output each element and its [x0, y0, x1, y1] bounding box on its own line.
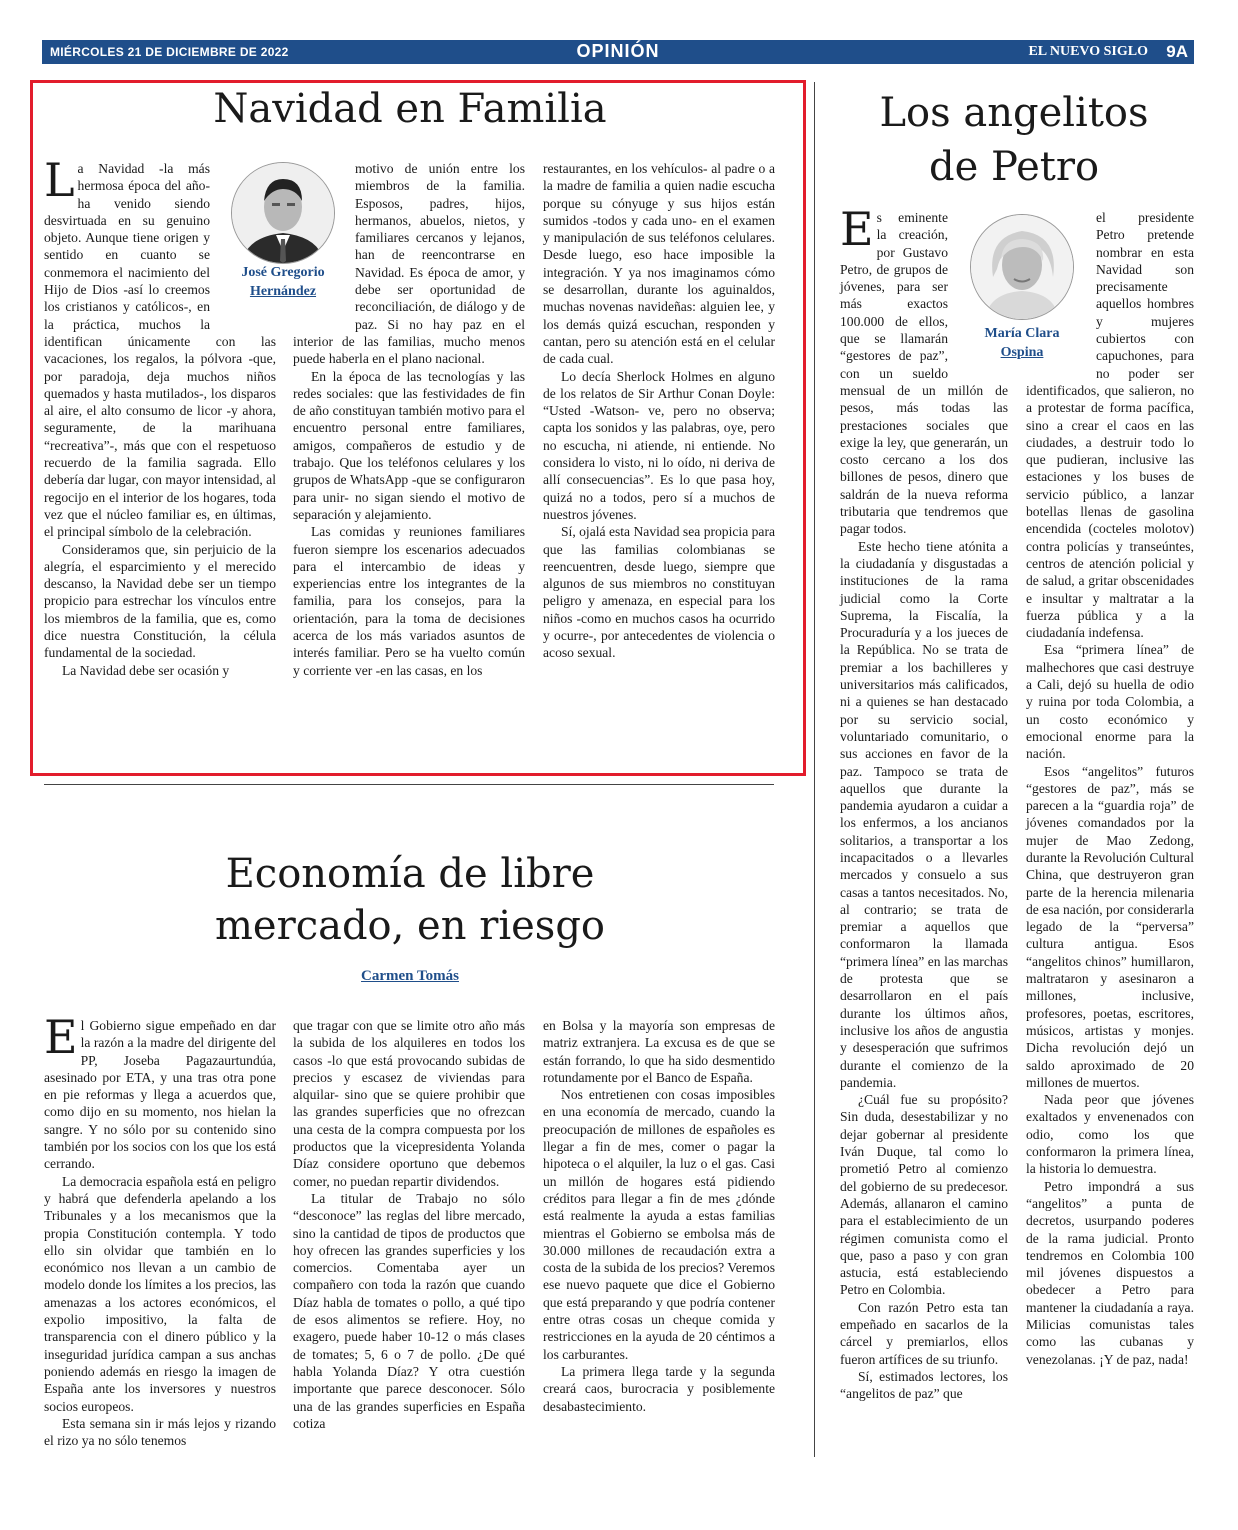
paragraph: Con razón Petro esta tan empeñado en sacarlos de la cárcel y premiarlos, ellos fueron artífices de su triunfo.	[840, 1299, 1008, 1367]
horizontal-divider	[44, 784, 774, 785]
paragraph: l Gobierno sigue empeñado en dar la razón a la madre del dirigente del PP, Joseba Pagazaurtundúa, asesinado por ETA, y una tras otra pone en pie reformas y llega a acuerdos que, como dijo en su momento, nos hielan la sangre. Y no sólo por su contenido sino también por los socios con los que los está cerrando.	[44, 1018, 276, 1172]
article2-column-1	[44, 1010, 276, 1449]
article3-column-2	[1026, 209, 1194, 1368]
paragraph: Esos “angelitos” futuros “gestores de paz”, más se parecen a la “guardia roja” de jóvenes comandados por la mujer de Mao Zedong, durante la Revolución Cultural China, que destruyeron gran parte de la herencia milenaria de esa nación, por considerarla legado de la “perversa” cultura antigua. Esos “angelitos chinos” humillaron, maltrataron y asesinaron a millones, inclusive, profesores, poetas, escritores, músicos, artistas y monjes. Dicha revolución dejó un saldo aproximado de 20 millones de muertos.	[1026, 763, 1194, 1090]
dropcap: E	[840, 202, 874, 256]
article3-title	[834, 86, 1194, 194]
article2-title	[160, 848, 660, 952]
paragraph: Esa “primera línea” de malhechores que casi destruye a Cali, dejó su huella de odio y ruina por toda Colombia, a un costo económico y emocional enorme para la nación.	[1026, 642, 1194, 762]
article2-title-line2: mercado, en riesgo	[214, 903, 606, 949]
article3-title-line1: Los angelitos	[879, 90, 1149, 136]
paragraph: Petro impondrá a sus “angelitos” a punta de decretos, usurpando poderes de la rama judicial. Pronto tendremos en Colombia 100 mil jóvenes dispuestos a obedecer a Petro para mantener la ciudadanía a raya. Milicias comunistas tales como las cubanas y venezolanas. ¡Y de paz, nada!	[1026, 1178, 1194, 1367]
author1-first-name: José Gregorio	[241, 265, 325, 280]
paragraph: que tragar con que se limite otro año más la subida de los alquileres en todos los casos -lo que está provocando subidas de precios y escasez de viviendas para alquilar- sino que se quiere prohibir que las grandes superficies que no ofrezcan una cesta de la compra compuesta por los productos que la vicepresidenta Yolanda Díaz considere oportuno que debemos comer, no puedan repartir dividendos.	[293, 1018, 525, 1189]
paragraph: en Bolsa y la mayoría son empresas de matriz extranjera. La excusa es de que se están forrando, lo que ha sido desmentido rotundamente por el Banco de España.	[543, 1018, 775, 1085]
article1-column-1	[44, 153, 276, 679]
section-title: OPINIÓN	[576, 41, 660, 61]
vertical-divider	[814, 82, 815, 1457]
photo-gutter	[293, 160, 355, 332]
paragraph: ¿Cuál fue su propósito? Sin duda, desestabilizar y no dejar gobernar al presidente Iván Duque, tal como lo prometió Petro al comienzo del gobierno de su predecesor. Además, allanaron el camino para el establecimiento de un régimen comunista como el que, paso a paso y con gran astucia, está estableciendo Petro en Colombia.	[840, 1092, 1008, 1298]
paragraph: La Navidad debe ser ocasión y	[62, 662, 230, 678]
newspaper-brand: EL NUEVO SIGLO	[1028, 44, 1148, 59]
paragraph: Lo decía Sherlock Holmes en alguno de los relatos de Sir Arthur Conan Doyle: “Usted -Watson- ve, pero no observa; capta los sonidos y las palabras, oye, pero no escucha, ni atiende, ni entiende. No considera lo visto, ni lo oído, ni deriva de allí consecuencias”. Es lo que pasa hoy, quizá no a todos, pero sí a muchos de nuestros jóvenes.	[543, 368, 775, 522]
header-bar	[42, 40, 1194, 64]
author3-last-name: Ospina	[1000, 345, 1044, 360]
paragraph: Este hecho tiene atónita a la ciudadanía y disgustadas a instituciones de la rama judicial como la Corte Suprema, la Fiscalía, la Procuraduría y a los jueces de la República. No se trata de premiar a los bachilleres y universitarios más calificados, ni a quienes se han destacado por su servicio social, voluntariado comunitario, o sus acciones en favor de la paz. Tampoco se trata de aquellos que durante la pandemia ayudaron a cuidar a los enfermos, a los ancianos solitarios, a transportar a los incapacitados o a llevarles mercados y consuelo a sus casas a tantos necesitados. No, al contrario; se trata de premiar a aquellos que conformaron la llamada “primera línea” en las marchas de protesta que se desarrollaron en el país durante los últimos años, inclusive los años de angustia y desesperación que sufrimos durante el comienzo de la pandemia.	[840, 538, 1008, 1090]
page-number: 9A	[1166, 42, 1188, 61]
paragraph: Esta semana sin ir más lejos y rizando el rizo ya no sólo tenemos	[44, 1415, 276, 1449]
article3-title-line2: de Petro	[928, 144, 1100, 190]
dropcap: L	[44, 153, 75, 207]
paragraph: motivo de unión entre los miembros de la familia. Esposos, padres, hijos, hermanos, abuelos, nietos, y familiares cercanos y lejanos, han de reencontrarse en Navidad. Es época de amor, y debe ser oportunidad de reconciliación, de diálogo y de paz. Si no hay paz en el interior de las familias, mucho menos puede haberla en el plano nacional.	[293, 161, 525, 367]
paragraph: s eminente la creación, por Gustavo Petro, de grupos de jóvenes, para ser más exactos 100.000 de ellos, que se llamarán “gestores de paz”, con un sueldo mensual de un millón de pesos, más todas las prestaciones sociales que exige la ley, que generarán, un costo cercano a los dos billones de pesos, dinero que saldrán de la nueva reforma tributaria que tendremos que pagar todos.	[840, 210, 1008, 537]
paragraph: Las comidas y reuniones familiares fueron siempre los escenarios adecuados para el intercambio de ideas y experiencias entre los integrantes de la familia, para los consejos, para la orientación, para la toma de decisiones acerca de los más variados asuntos de interés familiar. Pero se ha vuelto común y corriente ver -en las casas, en los	[293, 524, 525, 678]
article3-column-1	[840, 202, 1008, 1402]
paragraph: En la época de las tecnologías y las redes sociales: que las festividades de fin de año constituyan también motivo para el encuentro personal entre familiares, amigos, compañeros de estudio y de trabajo. Que los teléfonos celulares y los grupos de WhatsApp -que se configuraron para unir- no sigan siendo el motivo de separación y alejamiento.	[293, 368, 525, 522]
paragraph: La titular de Trabajo no sólo “desconoce” las reglas del libre mercado, sino la cantidad de tipos de productos que hoy ofrecen las grandes superficies y los comercios. Comentaba ayer un compañero con toda la razón que cuando Díaz habla de tomates o pollo, a qué tipo de esos alimentos se refiere. Hoy, no exagero, puede haber 10-12 o más clases de tomates; 5, 6 o 7 de pollo. ¿De qué habla Yolanda Díaz? Y otra cuestión importante que parece desconocer. Sólo una de las grandes superficies en España cotiza	[293, 1190, 525, 1431]
dropcap: E	[44, 1010, 78, 1064]
paragraph: restaurantes, en los vehículos- al padre o a la madre de familia a quien nadie escucha porque su cónyuge y sus hijos están sumidos -todos y cada uno- en el examen y manipulación de sus teléfonos celulares. Desde luego, eso hace imposible la integración. Y ya nos imaginamos cómo se desarrollan, durante los aguinaldos, muchas novenas navideñas: alguien lee, y los demás quizá escuchan, responden y cantan, pero su atención está en el celular de cada cual.	[543, 161, 775, 367]
paragraph: Sí, ojalá esta Navidad sea propicia para que las familias colombianas se reencuentren, desde luego, siempre que algunos de sus miembros no constituyan peligro y amenaza, en especial para los niños -como en muchos casos ha ocurrido y ocurre-, por antecedentes de violencia o acoso sexual.	[543, 524, 776, 661]
paragraph: La primera llega tarde y la segunda creará caos, burocracia y posiblemente desabastecimiento.	[543, 1363, 775, 1414]
author1-last-name: Hernández	[249, 284, 317, 299]
article1-column-3	[543, 160, 775, 662]
paragraph: Nada peor que jóvenes exaltados y envenenados con odio, como los que conformaron la primera línea, la historia lo demuestra.	[1026, 1092, 1194, 1177]
author3-first-name: María Clara	[984, 326, 1060, 341]
article2-column-3	[543, 1017, 775, 1415]
article2-author: Carmen Tomás	[361, 968, 459, 984]
issue-date: MIÉRCOLES 21 DE DICIEMBRE DE 2022	[50, 45, 289, 59]
article2-column-2	[293, 1017, 525, 1432]
article1-title: Navidad en Familia	[213, 86, 607, 132]
photo-gutter	[1026, 209, 1096, 379]
paragraph: Consideramos que, sin perjuicio de la alegría, el esparcimiento y el merecido descanso, la Navidad debe ser un tiempo propicio para estrechar los vínculos entre los miembros de la familia, que es, como dice nuestra Constitución, la célula fundamental de la sociedad.	[44, 541, 276, 661]
paragraph: Nos entretienen con cosas imposibles en una economía de mercado, cuando la preocupación de millones de españoles es llegar a fin de mes, comer o pagar la hipoteca o el alquiler, la luz o el gas. Casi un millón de hogares está pidiendo créditos para llegar a fin de mes ¿dónde está realmente la ayuda a estas familias mientras el Gobierno se embolsa más de 30.000 millones de recaudación extra a costa de la subida de los precios? Veremos ese nuevo paquete que dice el Gobierno que está preparando y que podría contener entre otras cosas un cheque comida y restricciones en la ayuda de 20 céntimos a los carburantes.	[543, 1087, 775, 1362]
article2-title-line1: Economía de libre	[225, 851, 595, 897]
article1-column-2	[293, 160, 525, 679]
paragraph: Sí, estimados lectores, los “angelitos de paz” que	[840, 1368, 1008, 1402]
photo-gutter	[210, 160, 276, 332]
paragraph: a Navidad -la más hermosa época del año- ha venido siendo desvirtuada en su genuino objeto. Aunque tiene origen y sentido en cuanto se conmemora el nacimiento del Hijo de Dios -así lo creemos los cristianos y católicos-, en la práctica, muchos la identifican únicamente con las vacaciones, los regalos, la pólvora -que, por paradoja, deja muchos niños quemados y hasta mutilados-, los disparos al aire, el alto consumo de licor -y ahora, seguramente, de la marihuana “recreativa”-, más que con el respetuoso recuerdo de la familia sagrada. Ello debería dar lugar, con mayor intensidad, al regocijo en el interior de los hogares, toda vez que el núcleo familiar es, en últimas, el principal símbolo de la celebración.	[44, 161, 276, 540]
photo-gutter	[948, 209, 1008, 379]
paragraph: La democracia española está en peligro y habrá que defenderla apelando a los Tribunales y a los mecanismos que la propia Constitución contempla. Y todo ello sin olvidar que también en lo económico nos llevan a un cambio de modelo donde los límites a los precios, las amenazas a los actores económicos, el expolio impositivo, la falta de transparencia con el dinero público y la inseguridad jurídica campan a sus anchas poniendo además en riesgo la imagen de España ante los inversores y nuestros socios europeos.	[44, 1173, 276, 1414]
paragraph: el presidente Petro pretende nombrar en esta Navidad son precisamente aquellos hombres y mujeres cubiertos con capuchones, para no poder ser identificados, que salieron, no a protestar de forma pacífica, sino a crear el caos en las ciudades, a destruir todo lo que pudieran, inclusive las estaciones y los buses de servicio público, a lanzar botellas llenas de gasolina encendida (cocteles molotov) contra policías y transeúntes, centros de atención policial y de salud, a gritar obscenidades e insultar y maltratar a la fuerza pública y a la ciudadanía indefensa.	[1026, 210, 1194, 641]
